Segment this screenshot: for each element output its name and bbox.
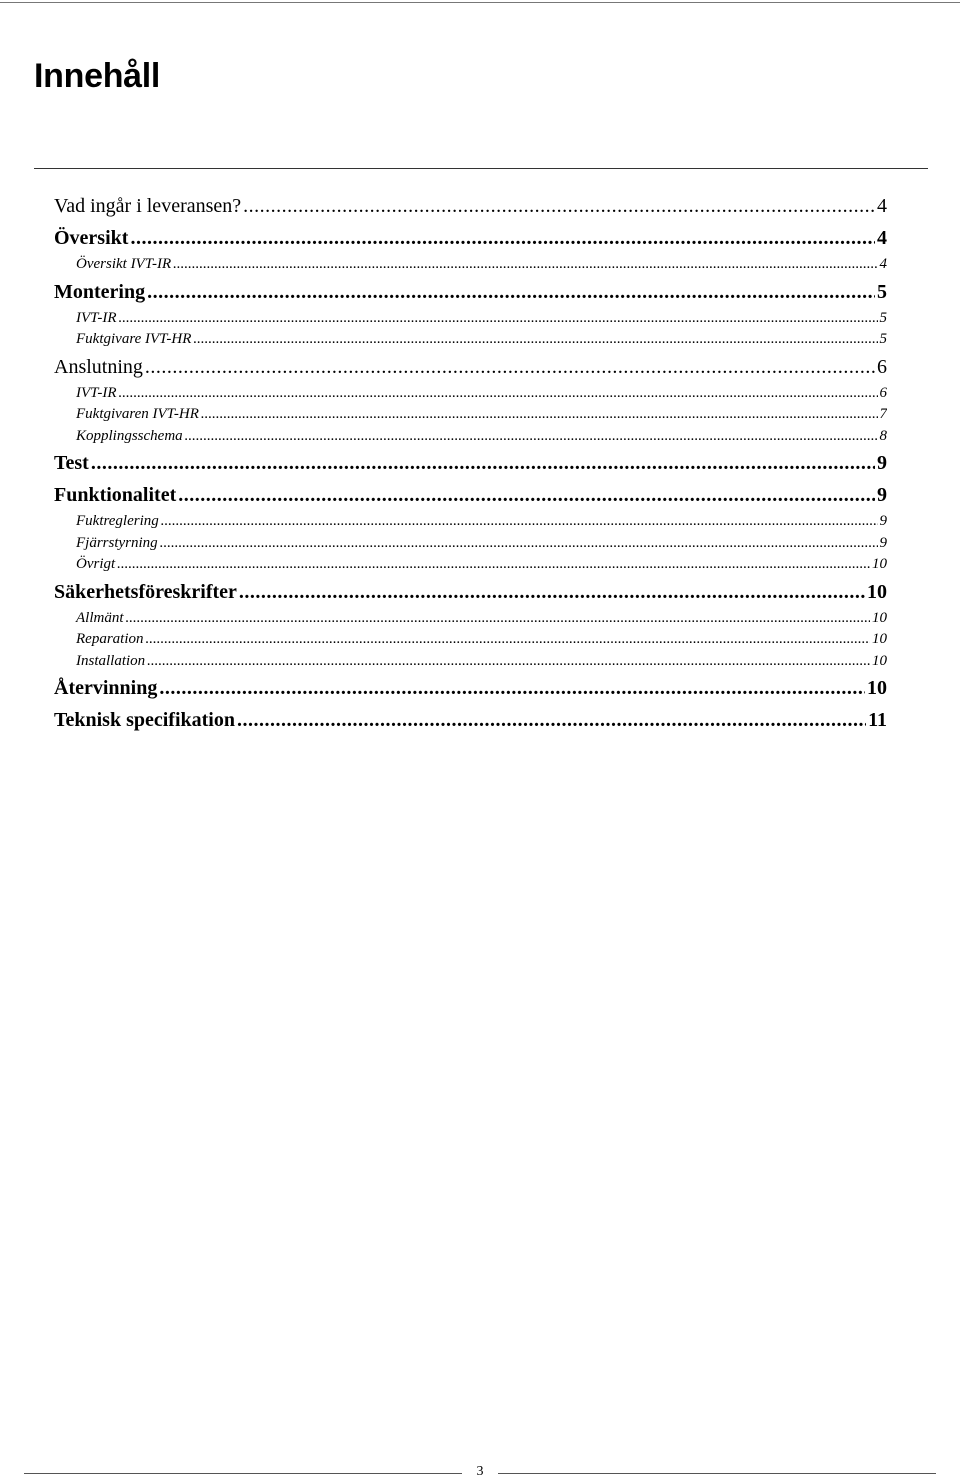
- toc-dot-leader: [178, 479, 875, 511]
- toc-subsection-entry[interactable]: [54, 608, 887, 630]
- toc-entry-page-number: 5: [879, 309, 887, 326]
- toc-entry-page-number: 6: [879, 384, 887, 401]
- toc-entry-label: Återvinning: [54, 677, 158, 699]
- toc-entry-page-number: 5: [879, 331, 887, 347]
- toc-entry-label: Fuktreglering: [76, 513, 159, 529]
- toc-dot-leader: [91, 447, 875, 479]
- toc-dot-leader: [185, 426, 878, 448]
- toc-entry-page-number: 10: [872, 556, 887, 572]
- toc-dot-leader: [117, 554, 870, 576]
- toc-section-entry[interactable]: [54, 190, 887, 222]
- toc-entry-page-number: 9: [877, 452, 887, 474]
- toc-entry-page-number: 10: [872, 631, 887, 647]
- toc-subsection-entry[interactable]: [54, 404, 887, 426]
- toc-subsection-entry[interactable]: [54, 533, 887, 555]
- toc-dot-leader: [173, 254, 877, 276]
- toc-entry-label: Övrigt: [76, 556, 116, 572]
- table-of-contents: [54, 190, 887, 736]
- toc-subsection-entry[interactable]: [54, 254, 887, 276]
- toc-entry-page-number: 4: [877, 195, 887, 217]
- toc-entry-label: IVT-IR: [76, 384, 117, 401]
- toc-entry-page-number: 10: [872, 609, 887, 626]
- toc-section-entry[interactable]: [54, 479, 887, 511]
- toc-dot-leader: [237, 704, 866, 736]
- toc-entry-label: Installation: [76, 652, 146, 669]
- toc-dot-leader: [161, 511, 878, 533]
- toc-entry-label: Översikt: [54, 227, 129, 249]
- toc-dot-leader: [146, 629, 871, 651]
- toc-entry-label: Montering: [54, 280, 146, 303]
- toc-entry-label: Reparation: [76, 631, 144, 647]
- toc-dot-leader: [193, 329, 877, 351]
- page-title: Innehåll: [34, 57, 161, 95]
- toc-entry-label: Översikt IVT-IR: [76, 256, 172, 272]
- toc-entry-page-number: 7: [879, 406, 887, 422]
- footer-divider-left: [24, 1473, 462, 1474]
- toc-entry-page-number: 9: [877, 484, 887, 506]
- toc-entry-page-number: 4: [879, 256, 887, 272]
- toc-dot-leader: [119, 308, 878, 330]
- toc-entry-label: Säkerhetsföreskrifter: [54, 580, 237, 603]
- toc-entry-page-number: 10: [867, 677, 887, 699]
- toc-subsection-entry[interactable]: [54, 383, 887, 405]
- toc-dot-leader: [130, 222, 875, 254]
- toc-entry-page-number: 9: [879, 534, 887, 551]
- toc-entry-label: Fuktgivare IVT-HR: [76, 331, 192, 347]
- toc-entry-label: Teknisk specifikation: [54, 709, 235, 731]
- toc-dot-leader: [145, 351, 875, 383]
- toc-dot-leader: [119, 383, 878, 405]
- toc-section-entry[interactable]: [54, 276, 887, 308]
- toc-entry-label: Kopplingsschema: [76, 427, 183, 444]
- toc-subsection-entry[interactable]: [54, 554, 887, 576]
- toc-entry-label: Fuktgivaren IVT-HR: [76, 406, 199, 422]
- toc-section-entry[interactable]: [54, 672, 887, 704]
- toc-dot-leader: [201, 404, 878, 426]
- toc-entry-label: Allmänt: [76, 609, 124, 626]
- toc-dot-leader: [147, 651, 870, 673]
- toc-subsection-entry[interactable]: [54, 426, 887, 448]
- toc-subsection-entry[interactable]: [54, 651, 887, 673]
- toc-section-entry[interactable]: [54, 576, 887, 608]
- toc-dot-leader: [126, 608, 871, 630]
- toc-section-entry[interactable]: [54, 447, 887, 479]
- toc-entry-label: Test: [54, 452, 89, 474]
- toc-subsection-entry[interactable]: [54, 308, 887, 330]
- title-divider: [34, 168, 928, 169]
- toc-entry-page-number: 6: [877, 355, 887, 378]
- toc-entry-label: Anslutning: [54, 355, 143, 378]
- toc-entry-page-number: 11: [868, 709, 887, 731]
- toc-entry-label: IVT-IR: [76, 309, 117, 326]
- top-divider: [0, 2, 960, 3]
- toc-dot-leader: [159, 672, 865, 704]
- toc-subsection-entry[interactable]: [54, 629, 887, 651]
- page-number: 3: [476, 1464, 484, 1479]
- toc-section-entry[interactable]: [54, 222, 887, 254]
- toc-entry-page-number: 10: [872, 652, 887, 669]
- toc-entry-label: Funktionalitet: [54, 484, 177, 506]
- toc-entry-label: Fjärrstyrning: [76, 534, 158, 551]
- toc-entry-page-number: 10: [867, 580, 887, 603]
- toc-dot-leader: [160, 533, 878, 555]
- toc-entry-label: Vad ingår i leveransen?: [54, 195, 242, 217]
- toc-dot-leader: [147, 276, 875, 308]
- toc-section-entry[interactable]: [54, 704, 887, 736]
- toc-subsection-entry[interactable]: [54, 329, 887, 351]
- toc-entry-page-number: 5: [877, 280, 887, 303]
- footer-divider-right: [498, 1473, 936, 1474]
- toc-subsection-entry[interactable]: [54, 511, 887, 533]
- toc-dot-leader: [243, 190, 875, 222]
- toc-section-entry[interactable]: [54, 351, 887, 383]
- toc-entry-page-number: 8: [879, 427, 887, 444]
- toc-entry-page-number: 9: [879, 513, 887, 529]
- toc-dot-leader: [239, 576, 865, 608]
- toc-entry-page-number: 4: [877, 227, 887, 249]
